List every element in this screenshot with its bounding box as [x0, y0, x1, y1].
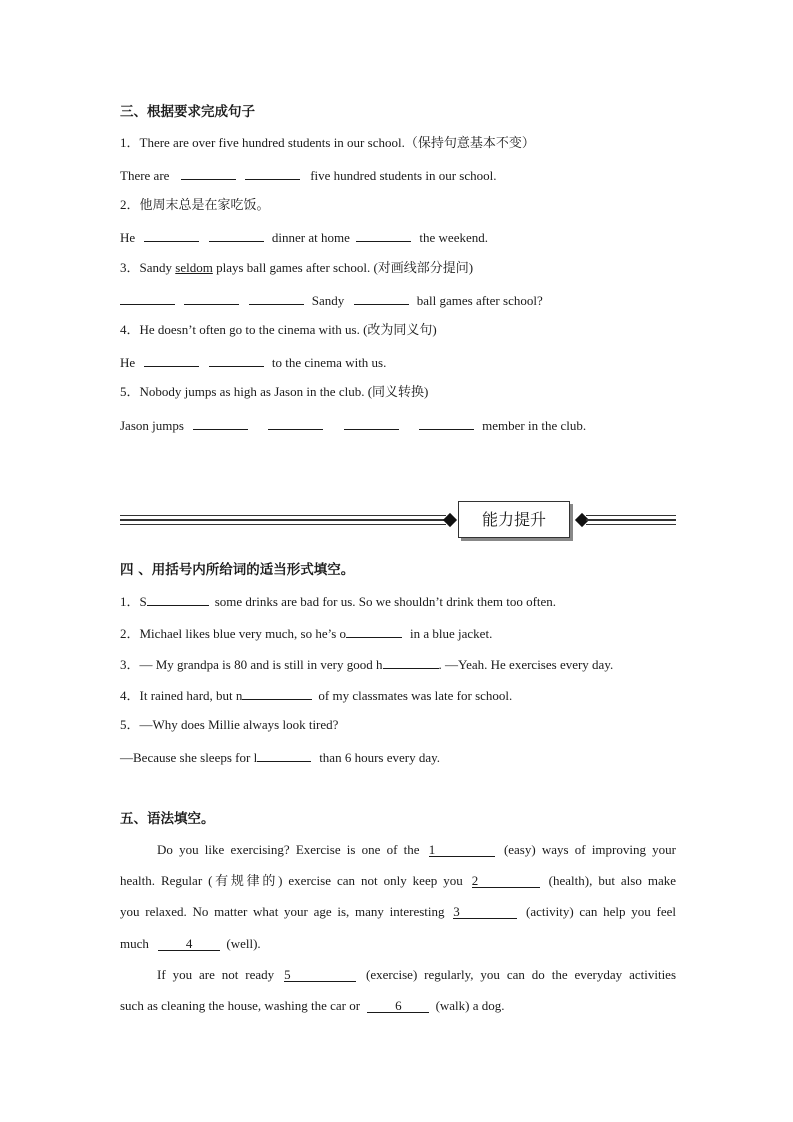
s5-l1-post: (easy) ways of improving your — [503, 842, 677, 857]
s3-q3-answer-line — [120, 291, 543, 309]
s3-q1-start: There are — [120, 168, 170, 183]
answer-blank[interactable] — [354, 291, 409, 305]
s3-q3-post: plays ball games after school. (对画线部分提问) — [212, 260, 474, 275]
s3-q3-prompt — [120, 260, 473, 276]
banner-rule-right-3 — [586, 524, 676, 525]
answer-blank[interactable] — [120, 291, 175, 305]
s3-q4-end: to the cinema with us. — [271, 355, 387, 370]
section-3-heading: 三、根据要求完成句子 — [120, 104, 255, 120]
s5-l4-pre: much — [120, 936, 149, 951]
answer-blank[interactable] — [383, 655, 439, 669]
s5-l4-post: (well). — [226, 936, 261, 951]
s4-q5-question: 5．—Why does Millie always look tired? — [120, 717, 339, 732]
answer-blank[interactable] — [147, 592, 209, 606]
s3-q5-answer-line — [120, 416, 586, 434]
numbered-blank-4[interactable]: 4 — [158, 937, 220, 951]
s4-q2-post: in a blue jacket. — [410, 626, 493, 641]
s4-q4-post: of my classmates was late for school. — [318, 688, 513, 703]
s4-q1 — [120, 592, 556, 610]
section-5-heading: 五、语法填空。 — [120, 811, 215, 827]
s3-q3-pre: 3．Sandy — [120, 260, 176, 275]
answer-blank[interactable] — [209, 228, 264, 242]
answer-blank[interactable] — [144, 353, 199, 367]
s5-line-5 — [157, 967, 676, 983]
s5-l2-pre: health. Regular (有规律的) exercise can not only keep you — [120, 873, 463, 888]
s5-l2-post: (health), but also make — [548, 873, 676, 888]
s4-q4 — [120, 686, 512, 704]
numbered-blank-1[interactable]: 1 — [429, 843, 495, 857]
answer-blank[interactable] — [268, 416, 323, 430]
answer-blank[interactable] — [346, 624, 402, 638]
answer-blank[interactable] — [419, 416, 474, 430]
s3-q2-answer-line — [120, 228, 488, 246]
s5-l5-post: (exercise) regularly, you can do the everyday activities — [366, 967, 677, 982]
answer-blank[interactable] — [209, 353, 264, 367]
s4-q4-pre: 4．It rained hard, but n — [120, 688, 243, 703]
s5-l3-pre: you relaxed. No matter what your age is, many interesting — [120, 904, 445, 919]
s3-q3-mid: Sandy — [311, 293, 345, 308]
s3-q5-end: member in the club. — [482, 418, 587, 433]
section-banner — [120, 499, 676, 543]
s4-q5-pre: —Because she sleeps for l — [120, 750, 258, 765]
s5-l5-pre: If you are not ready — [157, 967, 275, 982]
s4-q1-post: some drinks are bad for us. So we shouldn’t drink them too often. — [214, 594, 557, 609]
banner-rule-left-2 — [120, 519, 446, 521]
s3-q3-underlined: seldom — [175, 260, 213, 275]
numbered-blank-3[interactable]: 3 — [453, 905, 517, 919]
s5-l6-pre: such as cleaning the house, washing the car or — [120, 998, 361, 1013]
s3-q4-answer-line — [120, 353, 386, 371]
banner-rule-right-2 — [586, 519, 676, 521]
banner-rule-left-3 — [120, 524, 446, 525]
s3-q4-start: He — [120, 355, 136, 370]
s4-q3-pre: 3．— My grandpa is 80 and is still in very good h — [120, 657, 383, 672]
s3-q3-end: ball games after school? — [416, 293, 543, 308]
s5-line-1 — [157, 842, 676, 858]
answer-blank[interactable] — [257, 748, 311, 762]
s3-q4-prompt: 4．He doesn’t often go to the cinema with us. (改为同义句) — [120, 322, 437, 337]
answer-blank[interactable] — [245, 166, 300, 180]
numbered-blank-6[interactable]: 6 — [367, 999, 429, 1013]
s5-line-3 — [120, 904, 676, 920]
s5-l1-pre: Do you like exercising? Exercise is one of the — [157, 842, 420, 857]
s4-q5-answer — [120, 748, 440, 766]
s4-q1-pre: 1．S — [120, 594, 147, 609]
s3-q2-prompt: 2．他周末总是在家吃饭。 — [120, 197, 270, 212]
answer-blank[interactable] — [249, 291, 304, 305]
numbered-blank-2[interactable]: 2 — [472, 874, 540, 888]
section-4-heading: 四 、用括号内所给词的适当形式填空。 — [120, 562, 355, 578]
s4-q5-post: than 6 hours every day. — [319, 750, 441, 765]
banner-rule-left-1 — [120, 515, 446, 516]
s3-q2-end: the weekend. — [419, 230, 488, 245]
s4-q2-pre: 2．Michael likes blue very much, so he’s o — [120, 626, 347, 641]
s5-line-6 — [120, 998, 505, 1014]
banner-rule-right-1 — [586, 515, 676, 516]
s5-l6-post: (walk) a dog. — [435, 998, 505, 1013]
s3-q1-end: five hundred students in our school. — [310, 168, 497, 183]
answer-blank[interactable] — [344, 416, 399, 430]
s3-q5-start: Jason jumps — [120, 418, 184, 433]
s4-q3 — [120, 655, 613, 673]
s3-q1-answer-line — [120, 166, 497, 184]
answer-blank[interactable] — [184, 291, 239, 305]
s4-q3-post: . —Yeah. He exercises every day. — [438, 657, 614, 672]
answer-blank[interactable] — [242, 686, 312, 700]
s5-l3-post: (activity) can help you feel — [526, 904, 676, 919]
answer-blank[interactable] — [193, 416, 248, 430]
s3-q2-mid: dinner at home — [271, 230, 350, 245]
s5-line-2 — [120, 873, 676, 889]
answer-blank[interactable] — [356, 228, 411, 242]
s3-q1-prompt: 1．There are over five hundred students in our school.（保持句意基本不变） — [120, 135, 535, 150]
numbered-blank-5[interactable]: 5 — [284, 968, 356, 982]
answer-blank[interactable] — [144, 228, 199, 242]
banner-title: 能力提升 — [458, 501, 570, 538]
s3-q2-start: He — [120, 230, 136, 245]
s3-q5-prompt: 5．Nobody jumps as high as Jason in the club. (同义转换) — [120, 384, 429, 399]
answer-blank[interactable] — [181, 166, 236, 180]
s4-q2 — [120, 624, 492, 642]
s5-line-4 — [120, 936, 261, 952]
